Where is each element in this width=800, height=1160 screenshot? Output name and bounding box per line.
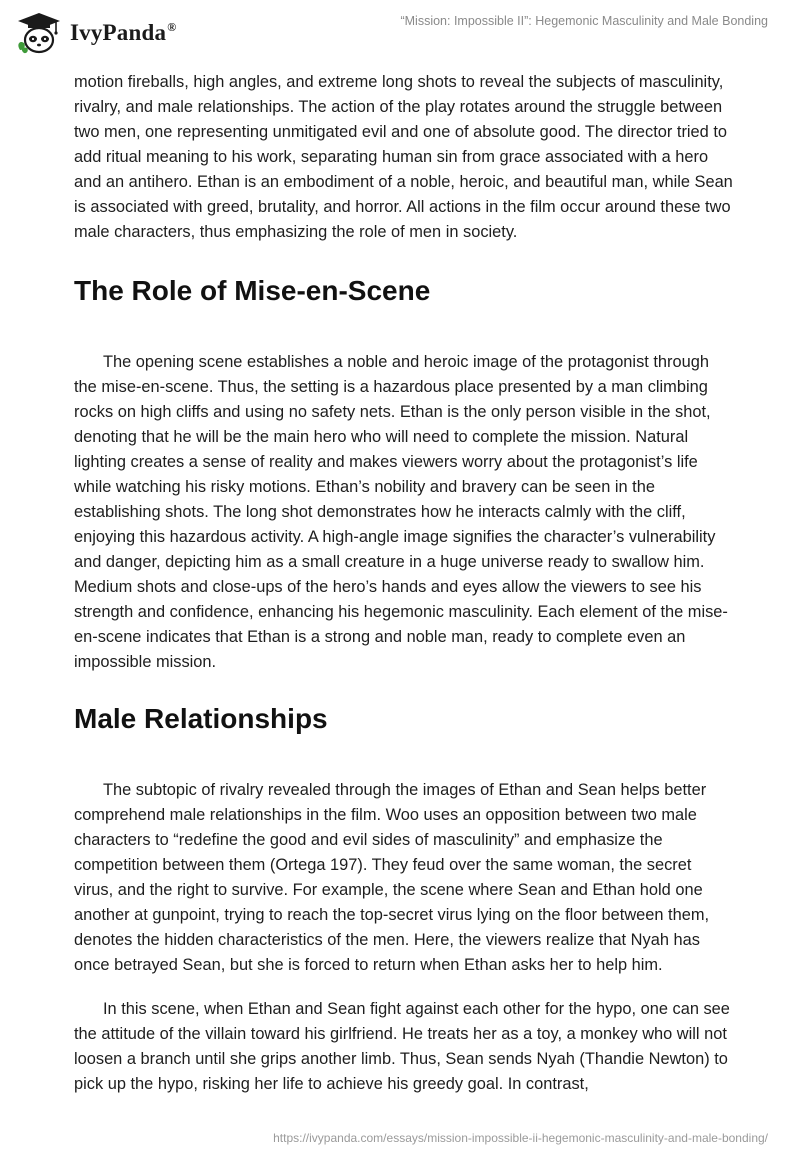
panda-graduate-icon: [14, 10, 64, 56]
paragraph-3: The subtopic of rivalry revealed through the images of Ethan and Sean helps better comprehend male relationships in the film. Woo uses an opposition between two male characters to “redefine the good and evil sides of masculinity” and emphasize the competition between them (Ortega 197). They feud over the same woman, the secret virus, and the right to survive. For example, the scene where Sean and Ethan hold one another at gunpoint, trying to reach the top-secret virus lying on the floor between them, denotes the hidden characteristics of the men. Here, the viewers realize that Nyah has once betrayed Sean, but she is forced to return when Ethan asks her to help him.: [74, 781, 710, 974]
ivypanda-logo[interactable]: [14, 8, 204, 58]
section-heading-male-relationships: Male Relationships: [74, 703, 328, 734]
page-header: [0, 0, 800, 66]
source-url[interactable]: https://ivypanda.com/essays/mission-impossible-ii-hegemonic-masculinity-and-male-bonding/: [273, 1131, 768, 1145]
document-title: “Mission: Impossible II”: Hegemonic Masculinity and Male Bonding: [400, 14, 768, 28]
essay-content: [74, 70, 734, 1097]
section-heading-mise-en-scene: The Role of Mise-en-Scene: [74, 275, 431, 306]
paragraph-2: The opening scene establishes a noble and heroic image of the protagonist through the mise-en-scene. Thus, the setting is a hazardous place presented by a man climbing rocks on high cliffs and using no safety nets. Ethan is the only person visible in the shot, denoting that he will be the main hero who will need to complete the mission. Natural lighting creates a sense of reality and makes viewers worry about the protagonist’s life while watching his risky motions. Ethan’s nobility and bravery can be seen in the establishing shots. The long shot demonstrates how he interacts calmly with the cliff, enjoying this hazardous activity. A high-angle image signifies the character’s vulnerability and danger, depicting him as a small creature in a huge universe ready to swallow him. Medium shots and close-ups of the hero’s hands and eyes allow the viewers to see his strength and confidence, enhancing his hegemonic masculinity. Each element of the mise-en-scene indicates that Ethan is a strong and noble man, ready to complete even an impossible mission.: [74, 353, 728, 671]
brand-name: IvyPanda®: [70, 20, 177, 45]
paragraph-1: motion fireballs, high angles, and extreme long shots to reveal the subjects of masculinity, rivalry, and male relationships. The action of the play rotates around the struggle between two men, one representing unmitigated evil and one of absolute good. The director tried to add ritual meaning to his work, separating human sin from grace associated with a hero and an antihero. Ethan is an embodiment of a noble, heroic, and beautiful man, while Sean is associated with greed, brutality, and horror. All actions in the film occur around these two male characters, thus emphasizing the role of men in society.: [74, 73, 733, 241]
paragraph-4: In this scene, when Ethan and Sean fight against each other for the hypo, one can see the attitude of the villain toward his girlfriend. He treats her as a toy, a monkey who will not loosen a branch until she grips another limb. Thus, Sean sends Nyah (Thandie Newton) to pick up the hypo, risking her life to achieve his greedy goal. In contrast,: [74, 1000, 730, 1093]
